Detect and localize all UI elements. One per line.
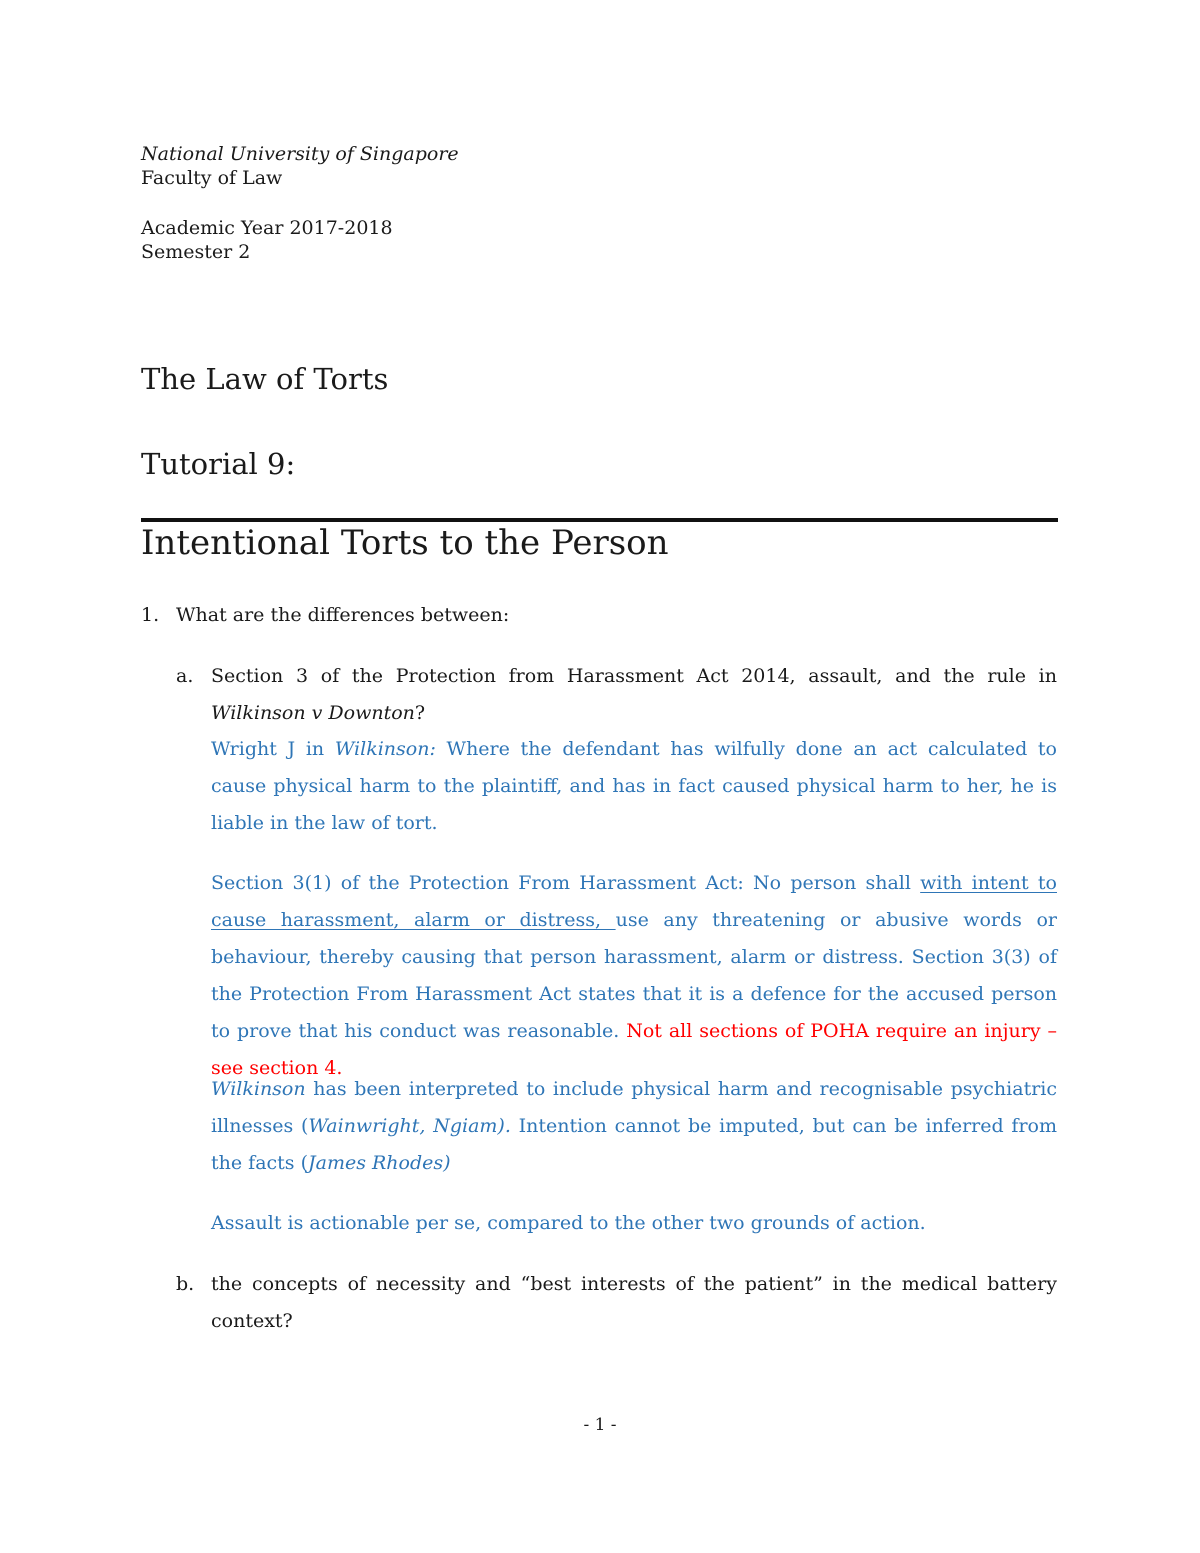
answer-3-cases: Wainwright, Ngiam).: [308, 1115, 511, 1137]
answer-2-text-1: Section 3(1) of the Protection From Harassment Act: No person shall: [211, 872, 921, 894]
answer-2-underlined: with intent to cause harassment, alarm or distress,: [211, 872, 1057, 931]
question-text: What are the differences between:: [176, 604, 510, 626]
topic-title: Intentional Torts to the Person: [141, 523, 669, 563]
page-number: - 1 -: [583, 1415, 617, 1435]
answer-3-case: Wilkinson: [211, 1078, 306, 1100]
question-number: 1.: [141, 604, 160, 626]
answer-1-prefix: Wright J in: [211, 738, 335, 760]
part-a-case-name: Wilkinson v Downton: [211, 702, 415, 724]
answer-wilkinson: [211, 731, 1057, 842]
part-a-question: [211, 658, 1057, 732]
university-name: National University of Singapore: [141, 143, 459, 165]
answer-3-case-2: James Rhodes): [308, 1152, 451, 1174]
answer-1-text: Where the defendant has wilfully done an act calculated to cause physical harm to the plaintiff, and has in fact caused physical harm to her, he is liable in the law of tort.: [211, 738, 1057, 834]
part-a-question-text: Section 3 of the Protection from Harassment Act 2014, assault, and the rule in: [211, 665, 1057, 687]
academic-year: Academic Year 2017-2018: [141, 217, 393, 239]
answer-assault: Assault is actionable per se, compared to the other two grounds of action.: [211, 1212, 926, 1234]
answer-1-case: Wilkinson:: [334, 738, 436, 760]
answer-2-text-2: use any threatening or abusive words or behaviour, thereby causing that person harassment, alarm or distress. Section 3(3) of the Protection From Harassment Act states that it is a defence for the accused person to prove that his conduct was reasonable.: [211, 909, 1057, 1042]
tutorial-title: Tutorial 9:: [141, 447, 296, 481]
semester: Semester 2: [141, 241, 251, 263]
answer-3-text-2: Intention cannot be imputed, but can be inferred from the facts (: [211, 1115, 1058, 1174]
part-a-question-end: ?: [414, 702, 426, 724]
answer-interpretation: [211, 1071, 1057, 1182]
answer-2-note: Not all sections of POHA require an injury – see section 4.: [211, 1020, 1057, 1079]
course-title: The Law of Torts: [141, 362, 389, 396]
part-b-marker: b.: [176, 1273, 195, 1295]
answer-3-text-1: has been interpreted to include physical harm and recognisable psychiatric illnesses (: [211, 1078, 1057, 1137]
faculty-name: Faculty of Law: [141, 167, 283, 189]
part-a-marker: a.: [176, 665, 194, 687]
answer-poha: [211, 865, 1057, 1087]
part-b-question: the concepts of necessity and “best interests of the patient” in the medical battery context?: [211, 1273, 1057, 1332]
